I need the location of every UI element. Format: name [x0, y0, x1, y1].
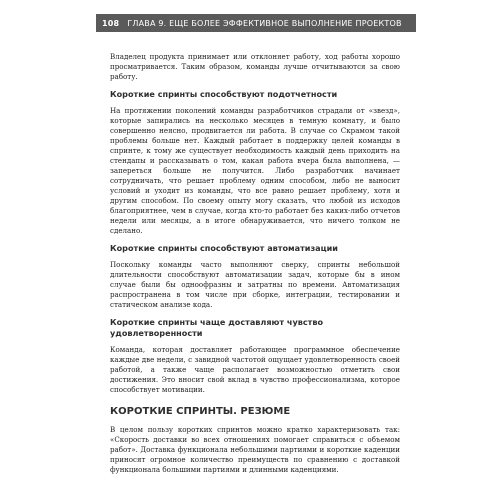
summary-heading: КОРОТКИЕ СПРИНТЫ. РЕЗЮМЕ	[110, 406, 291, 417]
section-heading-accountability: Короткие спринты способствуют подотчетности	[110, 89, 338, 99]
section-heading-automation: Короткие спринты способствуют автоматизации	[110, 243, 338, 253]
summary-paragraph: В целом пользу коротких спринтов можно кратко характеризовать так: «Скорость доставки во всех отношениях помогает справиться с объемом работ». Доставка функционала небольшими партиями и короткие каденции приносят огромное количество преимуществ по сравнению с доставкой функционала большими партиями и длинными каденциями.	[110, 425, 400, 474]
page-content	[110, 52, 400, 475]
page-number: 108	[102, 18, 120, 28]
section-satisfaction-paragraph: Команда, которая доставляет работающее программное обеспечение каждые две недели, с завидной частотой ощущает удовлетворенность своей работой, а также чаще располагает возможностью отметить свои достижения. Это вносит свой вклад в чувство профессионализма, которое способствует мотивации.	[110, 345, 400, 394]
section-heading-satisfaction: Короткие спринты чаще доставляют чувство удовлетворенности	[110, 317, 324, 338]
running-header	[96, 14, 416, 32]
section-accountability-paragraph: На протяжении поколений команды разработчиков страдали от «звезд», которые запирались на несколько месяцев в темную комнату, и было совершенно неясно, продвигается ли работа. В случае со Скрамом такой проблемы больше нет. Каждый работает в поддержку целей команды в спринте, к тому же существует необходимость каждый день приходить на стендапы и рассказывать о том, какая работа вчера была выполнена, — запереться больше не получится. Либо разработчик начинает сотрудничать, что решает проблему одним способом, либо не выносит условий и уходит из команды, что все равно решает проблему, хотя и другим способом. По своему опыту могу сказать, что любой из исходов благоприятнее, чем в случае, когда кто-то работает без каких-либо отчетов недели или месяцы, а в итоге обнаруживается, что ничего толком не сделано.	[110, 106, 400, 235]
section-automation-paragraph: Поскольку команды часто выполняют сверку, спринты небольшой длительности способствуют автоматизации задач, которые бы в ином случае были бы одноофразны и затратны по времени. Автоматизация распространена в том числе при сборке, интеграции, тестировании и статическом анализе кода.	[110, 260, 400, 309]
intro-paragraph: Владелец продукта принимает или отклоняет работу, ход работы хорошо просматривается. Таким образом, команды лучше отчитываются за свою работу.	[110, 52, 400, 81]
chapter-title: ГЛАВА 9. ЕЩЕ БОЛЕЕ ЭФФЕКТИВНОЕ ВЫПОЛНЕНИЕ ПРОЕКТОВ	[127, 18, 402, 28]
